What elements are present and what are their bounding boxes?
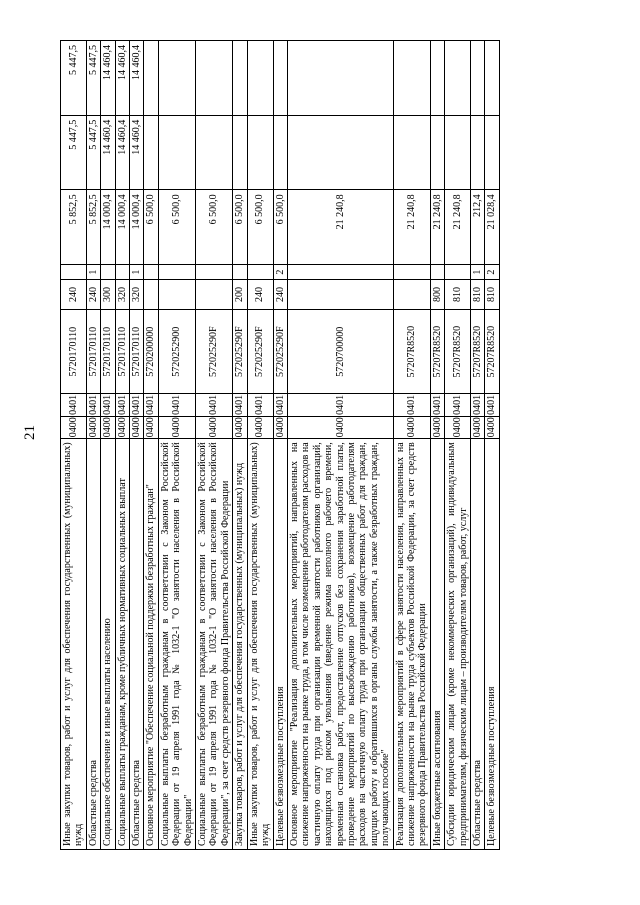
funding-source-code: 1: [130, 265, 144, 280]
funding-source-code: 1: [471, 265, 485, 280]
subsection-code: 0401: [247, 394, 273, 416]
target-article-code: 572025290F: [247, 309, 273, 394]
table-row: [430, 41, 444, 850]
section-code: 0400: [445, 416, 471, 438]
funding-source-code: [101, 265, 115, 280]
amount-year-1: 21 240,8: [287, 190, 393, 265]
amount-year-2: [471, 115, 485, 190]
amount-year-2: [158, 115, 195, 190]
amount-year-2: 5 447,5: [61, 115, 87, 190]
amount-year-1: 6 500,0: [196, 190, 233, 265]
subsection-code: 0401: [486, 394, 498, 415]
row-name: Реализация дополнительных мероприятий в сфере занятости населения, направленных на снижение напряженности на рынке труда субъектов Российской Федерации, за счет средств резервного фонда Правительства Российской Федерации: [393, 439, 430, 850]
row-name: Иные закупки товаров, работ и услуг для обеспечения государственных (муниципальных) нужд: [61, 439, 87, 850]
row-name: Иные бюджетные ассигнования: [430, 439, 444, 850]
target-article-code: 57207R8520: [445, 309, 471, 394]
table-row: [61, 41, 87, 850]
table-row: [101, 41, 115, 850]
table-row: [471, 41, 485, 850]
target-article-code: 5720700000: [287, 309, 393, 394]
funding-source-code: [287, 265, 393, 280]
budget-table: [60, 40, 500, 850]
expense-type-code: [144, 280, 158, 310]
funding-source-code: 2: [485, 265, 499, 280]
row-name: Социальные выплаты безработным гражданам в соответствии с Законом Российской Федерации от 19 апреля 1991 года № 1032-1 "О занятости населения в Российской Федерации", за счет средств резервного фонда Правительства Российской Федерации: [196, 439, 233, 850]
expense-type-code: 240: [86, 280, 100, 310]
expense-type-code: 810: [471, 280, 485, 310]
subsection-code: 0401: [87, 394, 99, 415]
amount-year-3: [196, 41, 233, 116]
subsection-code: 0401: [234, 394, 246, 415]
table-row: [196, 41, 233, 850]
rotated-page: [60, 40, 601, 850]
section-code: 0400: [61, 416, 87, 438]
amount-year-3: [485, 41, 499, 116]
expense-type-code: 240: [247, 280, 273, 310]
table-row: [115, 41, 129, 850]
funding-source-code: [393, 265, 430, 280]
amount-year-2: 14 460,4: [130, 115, 144, 190]
amount-year-2: [196, 115, 233, 190]
amount-year-1: 14 000,4: [130, 190, 144, 265]
target-article-code: 57207R8520: [471, 309, 485, 394]
amount-year-1: 21 240,8: [445, 190, 471, 265]
amount-year-2: [247, 115, 273, 190]
amount-year-1: 6 500,0: [144, 190, 158, 265]
table-row: [130, 41, 144, 850]
expense-type-code: 300: [101, 280, 115, 310]
expense-type-code: 810: [485, 280, 499, 310]
target-article-code: 57207R8520: [485, 309, 499, 394]
subsection-code: 0401: [445, 394, 471, 416]
amount-year-3: [273, 41, 287, 116]
amount-year-1: 21 028,4: [485, 190, 499, 265]
table-row: [158, 41, 195, 850]
subsection-code: 0401: [472, 394, 483, 415]
subsection-code: 0401: [145, 394, 157, 415]
row-name: Областные средства: [471, 439, 485, 850]
amount-year-3: 5 447,5: [86, 41, 100, 116]
subsection-code: 0401: [61, 394, 87, 416]
subsection-code: 0401: [131, 394, 143, 415]
amount-year-2: 14 460,4: [115, 115, 129, 190]
expense-type-code: 320: [130, 280, 144, 310]
amount-year-1: 6 500,0: [273, 190, 287, 265]
funding-source-code: [144, 265, 158, 280]
row-name: Социальные выплаты безработным гражданам в соответствии с Законом Российской Федерации от 19 апреля 1991 года № 1032-1 "О занятости населения в Российской Федерации": [158, 439, 195, 850]
amount-year-3: 14 460,4: [115, 41, 129, 116]
section-code: 0400: [145, 417, 157, 438]
amount-year-3: [247, 41, 273, 116]
amount-year-3: [430, 41, 444, 116]
amount-year-1: 6 500,0: [233, 190, 247, 265]
funding-source-code: [445, 265, 471, 280]
amount-year-2: [430, 115, 444, 190]
table-row: [273, 41, 287, 850]
expense-type-code: [158, 280, 195, 310]
table-row: [144, 41, 158, 850]
target-article-code: 57207R8520: [393, 309, 430, 394]
amount-year-1: 14 000,4: [101, 190, 115, 265]
funding-source-code: [158, 265, 195, 280]
subsection-code: 0401: [196, 394, 233, 416]
target-article-code: 5720252900: [158, 309, 195, 394]
amount-year-2: [233, 115, 247, 190]
section-code: 0400: [131, 417, 143, 438]
row-name: Социальное обеспечение и иные выплаты населению: [101, 439, 115, 850]
expense-type-code: [196, 280, 233, 310]
table-row: [445, 41, 471, 850]
target-article-code: 572025290F: [233, 309, 247, 394]
funding-source-code: [430, 265, 444, 280]
table-row: [233, 41, 247, 850]
amount-year-2: 14 460,4: [101, 115, 115, 190]
target-article-code: 572025290F: [196, 309, 233, 394]
row-name: Областные средства: [130, 439, 144, 850]
funding-source-code: 1: [86, 265, 100, 280]
funding-source-code: [61, 265, 87, 280]
funding-source-code: [233, 265, 247, 280]
funding-source-code: 2: [273, 265, 287, 280]
expense-type-code: 240: [273, 280, 287, 310]
expense-type-code: [393, 280, 430, 310]
amount-year-3: [287, 41, 393, 116]
row-name: Иные закупки товаров, работ и услуг для обеспечения государственных (муниципальных) нужд: [247, 439, 273, 850]
funding-source-code: [115, 265, 129, 280]
expense-type-code: 800: [430, 280, 444, 310]
section-code: 0400: [87, 417, 99, 438]
amount-year-2: [485, 115, 499, 190]
section-code: 0400: [472, 417, 483, 438]
table-row: [393, 41, 430, 850]
section-code: 0400: [287, 416, 393, 438]
section-code: 0400: [234, 417, 246, 438]
page-number: 21: [22, 425, 38, 440]
row-name: Основное мероприятие "Обеспечение социальной поддержки безработных граждан": [144, 439, 158, 850]
expense-type-code: 200: [233, 280, 247, 310]
subsection-code: 0401: [274, 394, 286, 415]
amount-year-3: [144, 41, 158, 116]
amount-year-2: 5 447,5: [86, 115, 100, 190]
amount-year-2: [287, 115, 393, 190]
target-article-code: 572025290F: [273, 309, 287, 394]
section-code: 0400: [116, 417, 128, 438]
expense-type-code: 320: [115, 280, 129, 310]
amount-year-1: 21 240,8: [430, 190, 444, 265]
amount-year-3: 5 447,5: [61, 41, 87, 116]
subsection-code: 0401: [393, 394, 430, 416]
row-name: Целевые безвозмездные поступления: [273, 439, 287, 850]
subsection-code: 0401: [116, 394, 128, 415]
table-row: [86, 41, 100, 850]
amount-year-3: [233, 41, 247, 116]
row-name: Социальные выплаты гражданам, кроме публичных нормативных социальных выплат: [115, 439, 129, 850]
row-name: Областные средства: [86, 439, 100, 850]
expense-type-code: 240: [61, 280, 87, 310]
amount-year-1: 21 240,8: [393, 190, 430, 265]
expense-type-code: [287, 280, 393, 310]
amount-year-2: [273, 115, 287, 190]
target-article-code: 5720170110: [61, 309, 87, 394]
amount-year-3: [393, 41, 430, 116]
table-row: [287, 41, 393, 850]
section-code: 0400: [158, 416, 195, 438]
section-code: 0400: [102, 417, 114, 438]
subsection-code: 0401: [158, 394, 195, 416]
section-code: 0400: [486, 417, 498, 438]
amount-year-2: [144, 115, 158, 190]
section-code: 0400: [431, 417, 443, 438]
amount-year-1: 6 500,0: [247, 190, 273, 265]
table-row: [485, 41, 499, 850]
amount-year-2: [445, 115, 471, 190]
subsection-code: 0401: [102, 394, 114, 415]
amount-year-1: 5 852,5: [61, 190, 87, 265]
row-name: Субсидии юридическим лицам (кроме некоммерческих организаций), индивидуальным предпринимателям, физическим лицам – производителям товаров, работ, услуг: [445, 439, 471, 850]
row-name: Закупка товаров, работ и услуг для обеспечения государственных (муниципальных) нужд: [233, 439, 247, 850]
subsection-code: 0401: [287, 394, 393, 416]
expense-type-code: 810: [445, 280, 471, 310]
amount-year-3: [158, 41, 195, 116]
amount-year-3: 14 460,4: [130, 41, 144, 116]
amount-year-3: [445, 41, 471, 116]
row-name: Целевые безвозмездные поступления: [485, 439, 499, 850]
subsection-code: 0401: [431, 394, 443, 415]
amount-year-2: [393, 115, 430, 190]
amount-year-1: 6 500,0: [158, 190, 195, 265]
section-code: 0400: [274, 417, 286, 438]
funding-source-code: [196, 265, 233, 280]
section-code: 0400: [247, 416, 273, 438]
target-article-code: 5720170110: [101, 309, 115, 394]
target-article-code: 5720170110: [130, 309, 144, 394]
target-article-code: 5720200000: [144, 309, 158, 394]
amount-year-1: 212,4: [471, 190, 485, 265]
target-article-code: 5720170110: [115, 309, 129, 394]
amount-year-1: 5 852,5: [86, 190, 100, 265]
section-code: 0400: [393, 416, 430, 438]
section-code: 0400: [196, 416, 233, 438]
table-row: [247, 41, 273, 850]
funding-source-code: [247, 265, 273, 280]
target-article-code: 57207R8520: [430, 309, 444, 394]
row-name: Основное мероприятие "Реализация дополнительных мероприятий, направленных на снижение напряженности на рынке труда, в том числе возмещение работодателям расходов на частичную оплату труда при организации временной занятости работников организаций, находящихся под риском увольнения (введение режима неполного рабочего времени, временная остановка работ, предоставление отпусков без сохранения заработной платы, проведение мероприятий по высвобождению работников), возмещение работодателям расходов на частичную оплату труда при организации общественных работ для граждан, ищущих работу и обратившихся в органы службы занятости, а также безработных граждан, получающих пособие": [287, 439, 393, 850]
amount-year-3: [471, 41, 485, 116]
amount-year-1: 14 000,4: [115, 190, 129, 265]
target-article-code: 5720170110: [86, 309, 100, 394]
amount-year-3: 14 460,4: [101, 41, 115, 116]
